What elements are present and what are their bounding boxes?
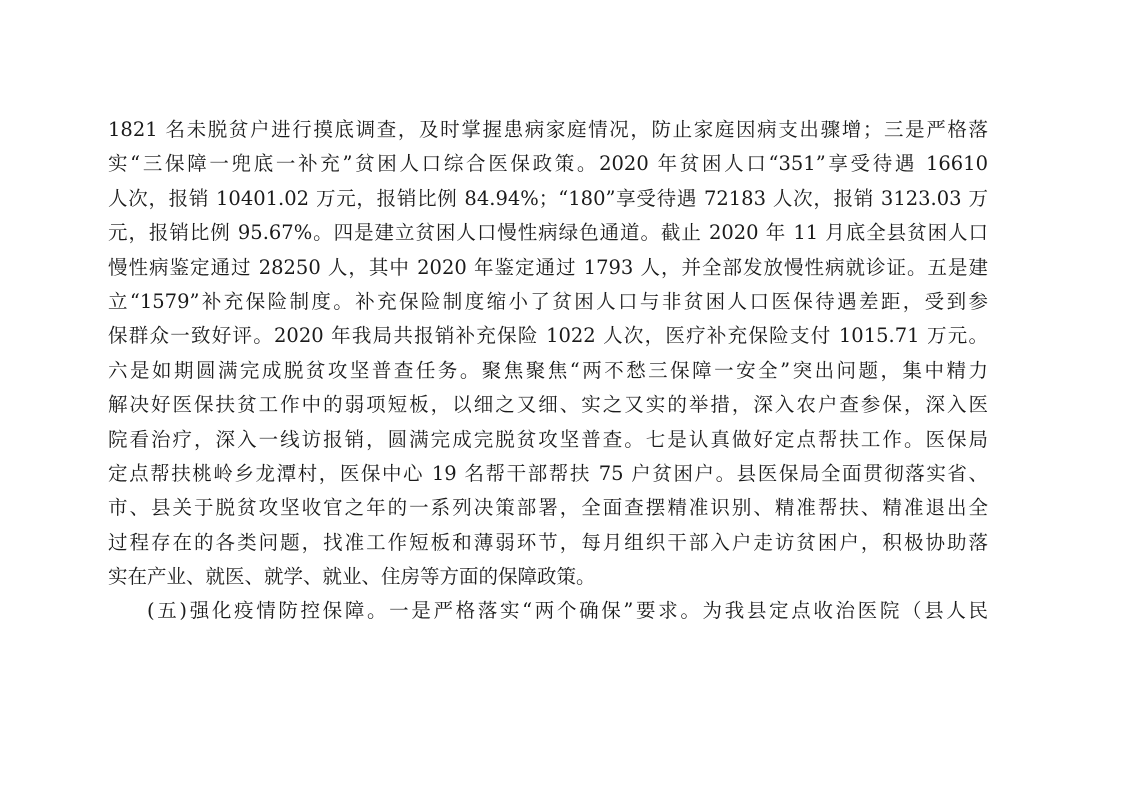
paragraph-line-14: 实在产业、就医、就学、就业、住房等方面的保障政策。 [108, 565, 596, 589]
paragraph-line-6: 立“1579”补充保险制度。补充保险制度缩小了贫困人口与非贫困人口医保待遇差距，受到参 [108, 289, 988, 313]
paragraph-line-4: 元，报销比例 95.67%。四是建立贫困人口慢性病绿色通道。截止 2020 年 11 月底全县贫困人口 [108, 221, 988, 245]
paragraph-line-1: 1821 名未脱贫户进行摸底调查，及时掌握患病家庭情况，防止家庭因病支出骤增；三是严格落 [108, 118, 988, 141]
paragraph-line-11: 定点帮扶桃岭乡龙潭村，医保中心 19 名帮干部帮扶 75 户贫困户。县医保局全面贯彻落实省、 [108, 461, 988, 485]
paragraph-line-5: 慢性病鉴定通过 28250 人，其中 2020 年鉴定通过 1793 人，并全部发放慢性病就诊证。五是建 [108, 255, 988, 279]
paragraph-line-2: 实“三保障一兜底一补充”贫困人口综合医保政策。2020 年贫困人口“351”享受待遇 16610 [108, 152, 988, 176]
paragraph-line-3: 人次，报销 10401.02 万元，报销比例 84.94%；“180”享受待遇 72183 人次，报销 3123.03 万 [108, 186, 988, 210]
paragraph-line-7: 保群众一致好评。2020 年我局共报销补充保险 1022 人次，医疗补充保险支付 1015.71 万元。 [108, 324, 988, 348]
section-heading-line: (五)强化疫情防控保障。一是严格落实“两个确保”要求。为我县定点收治医院（县人民 [147, 599, 988, 623]
paragraph-line-13: 过程存在的各类问题，找准工作短板和薄弱环节，每月组织干部入户走访贫困户，积极协助落 [108, 530, 988, 554]
paragraph-line-10: 院看治疗，深入一线访报销，圆满完成完脱贫攻坚普查。七是认真做好定点帮扶工作。医保局 [108, 427, 988, 451]
document-body-text [108, 113, 988, 629]
paragraph-line-9: 解决好医保扶贫工作中的弱项短板，以细之又细、实之又实的举措，深入农户查参保，深入医 [108, 393, 988, 417]
paragraph-line-8: 六是如期圆满完成脱贫攻坚普查任务。聚焦聚焦“两不愁三保障一安全”突出问题，集中精力 [108, 358, 988, 382]
paragraph-line-12: 市、县关于脱贫攻坚收官之年的一系列决策部署，全面查摆精准识别、精准帮扶、精准退出全 [108, 496, 988, 520]
